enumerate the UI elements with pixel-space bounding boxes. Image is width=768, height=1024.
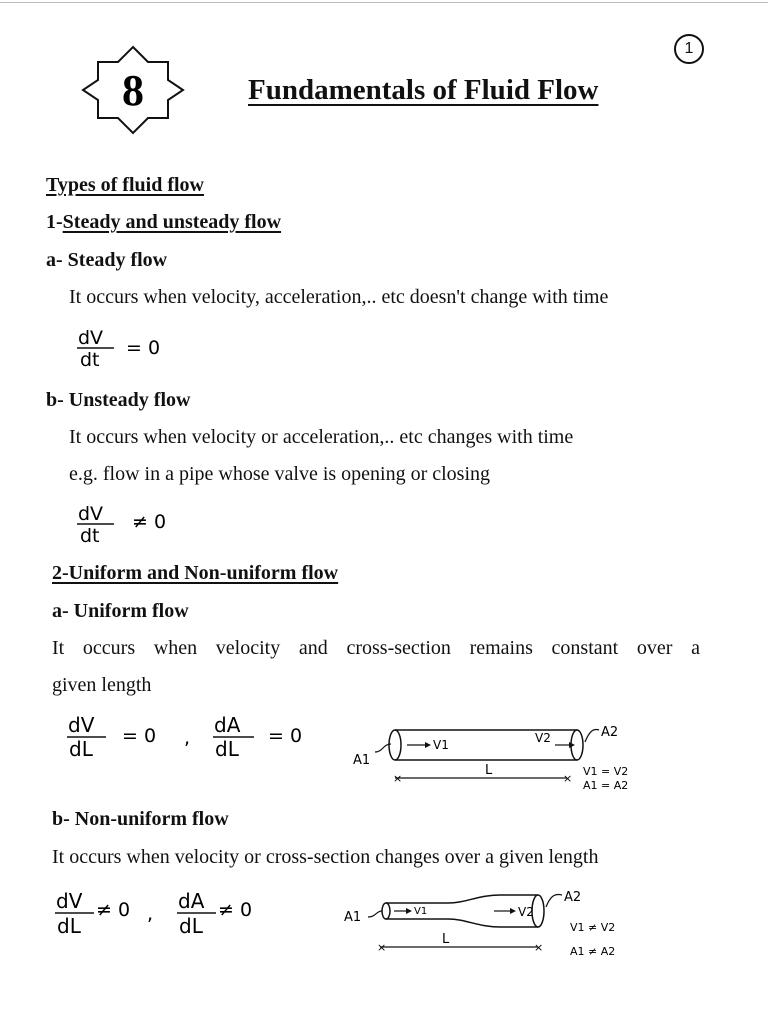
a2-leader <box>585 730 599 743</box>
a1-label: A1 <box>344 910 362 925</box>
section1-number: 1- <box>46 211 63 233</box>
formula-denominator: dt <box>80 349 100 371</box>
formula-separator: , <box>147 903 154 925</box>
v1-arrow-head <box>406 908 412 914</box>
length-label: L <box>485 763 493 778</box>
formula-numerator-2: dA <box>214 713 241 737</box>
top-border-line <box>0 2 768 3</box>
inlet-section <box>389 730 401 760</box>
v2-arrow-head <box>510 908 516 914</box>
formula-denominator-2: dL <box>179 914 203 938</box>
v1-label: V1 <box>414 906 428 917</box>
page-number: 1 <box>674 34 704 64</box>
v2-label: V2 <box>518 905 534 919</box>
uniform-formula <box>64 712 334 762</box>
a1-label: A1 <box>353 753 371 768</box>
formula-numerator-1: dV <box>68 713 95 737</box>
uniform-flow-text-cont: given length <box>52 674 152 696</box>
v2-arrow-head <box>569 742 575 748</box>
formula-denominator: dt <box>80 525 100 547</box>
non-uniform-condition-a: A1 ≠ A2 <box>570 945 616 958</box>
steady-flow-heading: a- Steady flow <box>46 249 168 271</box>
section1-heading <box>46 211 281 234</box>
formula-denominator-1: dL <box>69 737 93 761</box>
formula-relation-1: ≠ 0 <box>96 899 131 921</box>
pipe-top-wall <box>386 895 538 903</box>
formula-numerator: dV <box>78 327 104 349</box>
chapter-number: 8 <box>122 66 144 115</box>
steady-formula <box>74 325 184 371</box>
formula-relation: ≠ 0 <box>132 511 167 533</box>
uniform-flow-heading: a- Uniform flow <box>52 600 189 622</box>
non-uniform-formula <box>52 888 282 940</box>
length-label: L <box>442 932 450 947</box>
formula-denominator-2: dL <box>215 737 239 761</box>
section1-title: Steady and unsteady flow <box>62 211 282 233</box>
v1-label: V1 <box>433 738 449 752</box>
formula-numerator-2: dA <box>178 889 205 913</box>
dim-tick-right: × <box>534 941 544 954</box>
pipe-bottom-wall <box>386 919 538 927</box>
page-title: Fundamentals of Fluid Flow <box>248 74 599 106</box>
unsteady-formula <box>74 501 194 547</box>
dim-tick-right: × <box>563 772 573 785</box>
unsteady-flow-text: It occurs when velocity or acceleration,.. etc changes with time <box>69 426 574 448</box>
unsteady-flow-example: e.g. flow in a pipe whose valve is opening or closing <box>69 463 491 485</box>
a2-leader <box>546 895 562 908</box>
steady-flow-text: It occurs when velocity, acceleration,.. etc doesn't change with time <box>69 286 609 308</box>
formula-numerator: dV <box>78 503 104 525</box>
non-uniform-pipe-diagram <box>340 885 640 965</box>
a2-label: A2 <box>601 725 619 740</box>
uniform-condition-v: V1 = V2 <box>583 765 629 778</box>
types-heading: Types of fluid flow <box>46 174 204 196</box>
inlet-section <box>382 903 390 919</box>
uniform-condition-a: A1 = A2 <box>583 779 629 792</box>
chapter-badge <box>80 45 186 135</box>
uniform-pipe-diagram <box>345 718 645 798</box>
formula-relation-2: = 0 <box>268 725 303 747</box>
formula-relation-2: ≠ 0 <box>218 899 253 921</box>
v1-arrow-head <box>425 742 431 748</box>
a2-label: A2 <box>564 890 582 905</box>
non-uniform-flow-heading: b- Non-uniform flow <box>52 808 229 830</box>
dim-tick-left: × <box>377 941 387 954</box>
section2-heading: 2-Uniform and Non-uniform flow <box>52 562 339 584</box>
non-uniform-condition-v: V1 ≠ V2 <box>570 921 616 934</box>
formula-relation-1: = 0 <box>122 725 157 747</box>
formula-separator: , <box>184 727 191 749</box>
formula-relation: = 0 <box>126 337 161 359</box>
formula-numerator-1: dV <box>56 889 83 913</box>
formula-denominator-1: dL <box>57 914 81 938</box>
non-uniform-flow-text: It occurs when velocity or cross-section changes over a given length <box>52 846 599 868</box>
unsteady-flow-heading: b- Unsteady flow <box>46 389 191 411</box>
uniform-flow-text: It occurs when velocity and cross-section remains constant over a <box>52 637 700 659</box>
a1-leader <box>368 911 382 917</box>
dim-tick-left: × <box>393 772 403 785</box>
v2-label: V2 <box>535 731 551 745</box>
